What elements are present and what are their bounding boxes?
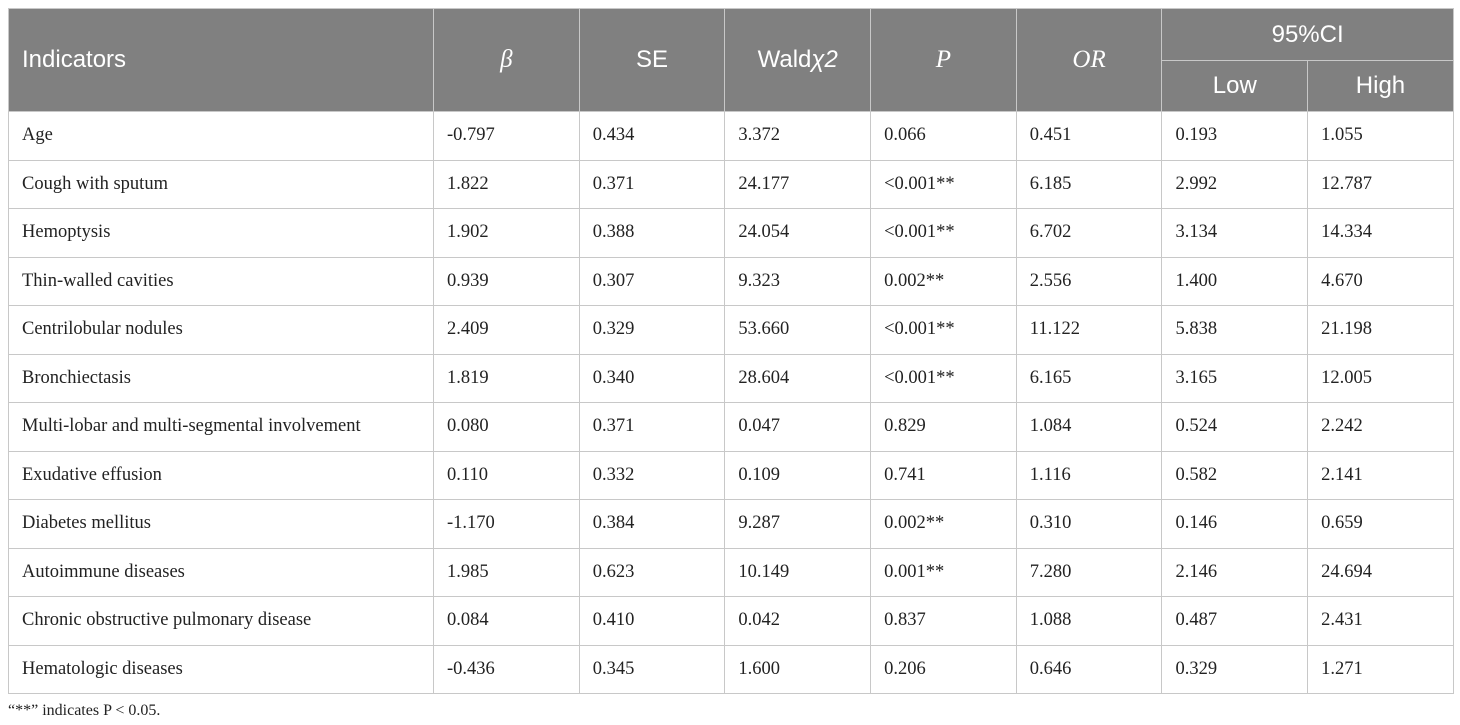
table-body: [9, 112, 1454, 694]
table-header: [9, 9, 1454, 112]
header-ci-high: High: [1308, 61, 1454, 112]
header-wald-symbol: χ2: [811, 46, 838, 73]
cell-se: 0.388: [579, 209, 725, 258]
cell-wald: 3.372: [725, 112, 871, 161]
cell-se: 0.434: [579, 112, 725, 161]
cell-or: 6.702: [1016, 209, 1162, 258]
cell-se: 0.307: [579, 257, 725, 306]
cell-indicator: Chronic obstructive pulmonary disease: [9, 597, 434, 646]
cell-beta: -1.170: [434, 500, 580, 549]
cell-beta: -0.436: [434, 645, 580, 694]
cell-se: 0.371: [579, 160, 725, 209]
cell-wald: 0.109: [725, 451, 871, 500]
table-row: [9, 306, 1454, 355]
cell-beta: 0.080: [434, 403, 580, 452]
cell-ci-high: 0.659: [1308, 500, 1454, 549]
header-ci-low: Low: [1162, 61, 1308, 112]
footnote: “**” indicates P < 0.05.: [8, 702, 161, 719]
cell-p: 0.002**: [871, 500, 1017, 549]
cell-wald: 24.177: [725, 160, 871, 209]
cell-or: 0.310: [1016, 500, 1162, 549]
cell-p: 0.741: [871, 451, 1017, 500]
cell-or: 6.185: [1016, 160, 1162, 209]
cell-ci-low: 0.524: [1162, 403, 1308, 452]
cell-ci-low: 0.329: [1162, 645, 1308, 694]
cell-or: 2.556: [1016, 257, 1162, 306]
cell-beta: 0.110: [434, 451, 580, 500]
header-or: OR: [1016, 9, 1162, 112]
cell-indicator: Age: [9, 112, 434, 161]
cell-beta: -0.797: [434, 112, 580, 161]
table-row: [9, 500, 1454, 549]
cell-wald: 9.287: [725, 500, 871, 549]
table-row: [9, 645, 1454, 694]
cell-se: 0.371: [579, 403, 725, 452]
cell-p: <0.001**: [871, 354, 1017, 403]
table-row: [9, 451, 1454, 500]
cell-p: <0.001**: [871, 160, 1017, 209]
cell-ci-high: 12.787: [1308, 160, 1454, 209]
table-row: [9, 597, 1454, 646]
cell-beta: 1.985: [434, 548, 580, 597]
cell-p: 0.837: [871, 597, 1017, 646]
cell-ci-low: 2.992: [1162, 160, 1308, 209]
cell-indicator: Autoimmune diseases: [9, 548, 434, 597]
cell-beta: 1.822: [434, 160, 580, 209]
cell-ci-high: 14.334: [1308, 209, 1454, 258]
cell-p: 0.002**: [871, 257, 1017, 306]
cell-ci-high: 2.242: [1308, 403, 1454, 452]
cell-indicator: Centrilobular nodules: [9, 306, 434, 355]
cell-ci-low: 1.400: [1162, 257, 1308, 306]
regression-table: [8, 8, 1454, 694]
cell-or: 0.451: [1016, 112, 1162, 161]
header-ci: 95%CI: [1162, 9, 1453, 61]
cell-se: 0.623: [579, 548, 725, 597]
cell-se: 0.340: [579, 354, 725, 403]
cell-se: 0.410: [579, 597, 725, 646]
cell-ci-high: 24.694: [1308, 548, 1454, 597]
cell-p: 0.829: [871, 403, 1017, 452]
cell-wald: 0.042: [725, 597, 871, 646]
cell-p: 0.206: [871, 645, 1017, 694]
cell-or: 1.088: [1016, 597, 1162, 646]
table-row: [9, 403, 1454, 452]
cell-se: 0.329: [579, 306, 725, 355]
cell-or: 1.116: [1016, 451, 1162, 500]
cell-indicator: Hemoptysis: [9, 209, 434, 258]
cell-ci-high: 21.198: [1308, 306, 1454, 355]
cell-ci-low: 3.134: [1162, 209, 1308, 258]
header-se: SE: [579, 9, 725, 112]
cell-ci-high: 12.005: [1308, 354, 1454, 403]
cell-ci-low: 0.487: [1162, 597, 1308, 646]
cell-or: 6.165: [1016, 354, 1162, 403]
header-wald: [725, 9, 871, 112]
cell-ci-low: 0.193: [1162, 112, 1308, 161]
cell-or: 11.122: [1016, 306, 1162, 355]
cell-wald: 0.047: [725, 403, 871, 452]
table-row: [9, 112, 1454, 161]
header-beta: β: [434, 9, 580, 112]
cell-p: <0.001**: [871, 209, 1017, 258]
cell-indicator: Multi-lobar and multi-segmental involvement: [9, 403, 434, 452]
cell-indicator: Cough with sputum: [9, 160, 434, 209]
cell-beta: 1.819: [434, 354, 580, 403]
cell-beta: 1.902: [434, 209, 580, 258]
cell-p: 0.066: [871, 112, 1017, 161]
cell-or: 1.084: [1016, 403, 1162, 452]
cell-p: 0.001**: [871, 548, 1017, 597]
header-p: P: [871, 9, 1017, 112]
table-row: [9, 354, 1454, 403]
cell-ci-high: 2.141: [1308, 451, 1454, 500]
table-row: [9, 548, 1454, 597]
cell-ci-high: 4.670: [1308, 257, 1454, 306]
cell-ci-low: 0.582: [1162, 451, 1308, 500]
cell-ci-high: 2.431: [1308, 597, 1454, 646]
cell-beta: 0.939: [434, 257, 580, 306]
cell-se: 0.384: [579, 500, 725, 549]
cell-ci-low: 2.146: [1162, 548, 1308, 597]
cell-se: 0.332: [579, 451, 725, 500]
cell-indicator: Thin-walled cavities: [9, 257, 434, 306]
cell-p: <0.001**: [871, 306, 1017, 355]
table-row: [9, 257, 1454, 306]
cell-wald: 24.054: [725, 209, 871, 258]
cell-or: 7.280: [1016, 548, 1162, 597]
cell-wald: 9.323: [725, 257, 871, 306]
table-row: [9, 209, 1454, 258]
header-wald-prefix: Wald: [757, 46, 812, 73]
cell-wald: 53.660: [725, 306, 871, 355]
cell-indicator: Exudative effusion: [9, 451, 434, 500]
cell-beta: 2.409: [434, 306, 580, 355]
cell-ci-high: 1.271: [1308, 645, 1454, 694]
cell-wald: 28.604: [725, 354, 871, 403]
cell-ci-low: 0.146: [1162, 500, 1308, 549]
cell-ci-low: 3.165: [1162, 354, 1308, 403]
cell-or: 0.646: [1016, 645, 1162, 694]
cell-se: 0.345: [579, 645, 725, 694]
cell-beta: 0.084: [434, 597, 580, 646]
cell-ci-high: 1.055: [1308, 112, 1454, 161]
cell-indicator: Diabetes mellitus: [9, 500, 434, 549]
cell-indicator: Bronchiectasis: [9, 354, 434, 403]
cell-wald: 10.149: [725, 548, 871, 597]
cell-wald: 1.600: [725, 645, 871, 694]
cell-indicator: Hematologic diseases: [9, 645, 434, 694]
table-row: [9, 160, 1454, 209]
cell-ci-low: 5.838: [1162, 306, 1308, 355]
header-indicators: Indicators: [9, 9, 434, 112]
